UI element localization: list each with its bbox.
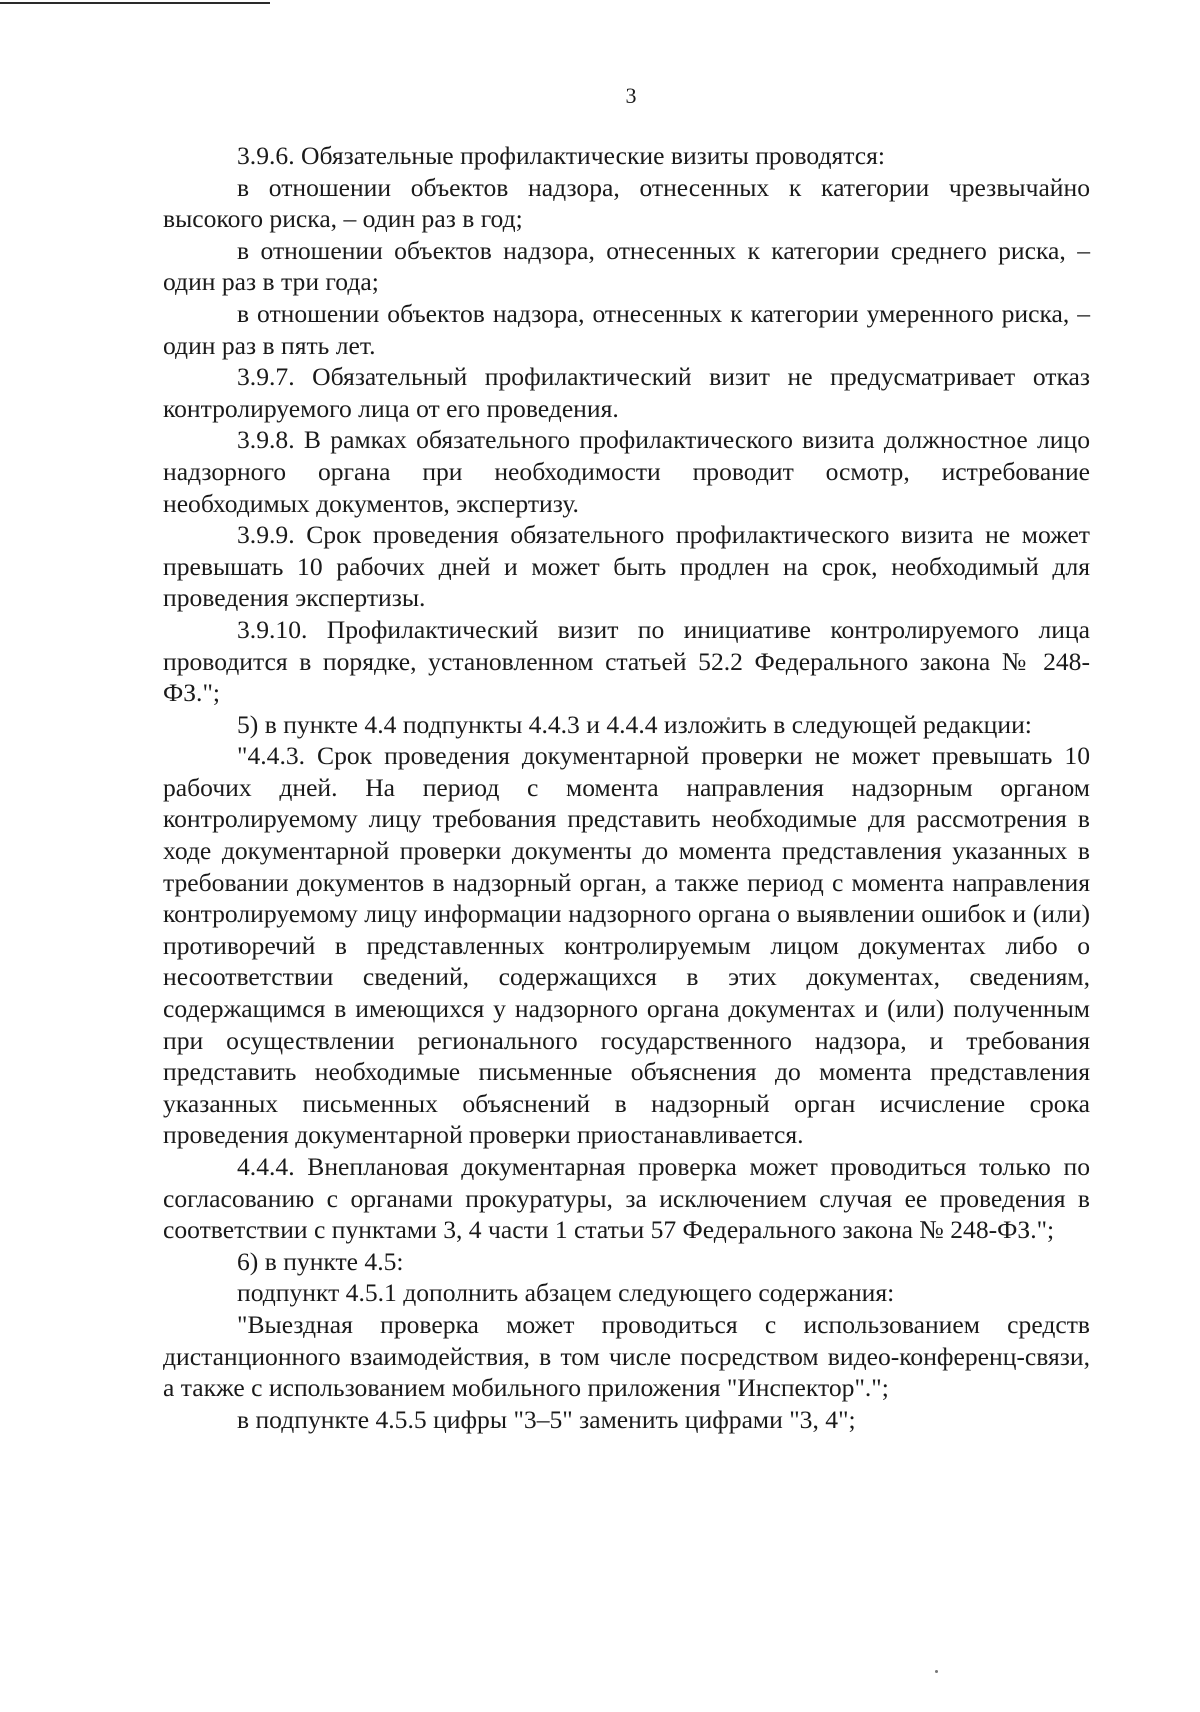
scan-speck (935, 1670, 938, 1673)
paragraph-4-4-3: "4.4.3. Срок проведения документарной проверки не может превышать 10 рабочих дней. На период с момента направления надзорным органом контролируемому лицу требования представить необходимые для рассмотрения в ходе документарной проверки документы до момента представления указанных в требовании документов в надзорный орган, а также период с момента направления контролируемому лицу информации надзорного органа о выявлении ошибок и (или) противоречий в представленных контролируемым лицом документах либо о несоответствии сведений, содержащихся в этих документах, сведениям, содержащимся в имеющихся у надзорного органа документах и (или) полученным при осуществлении регионального государственного надзора, и требования представить необходимые письменные объяснения до момента представления указанных письменных объяснений в надзорный орган исчисление срока проведения документарной проверки приостанавливается. (163, 741, 1090, 1150)
paragraph-3-9-7: 3.9.7. Обязательный профилактический визит не предусматривает отказ контролируемого лица от его проведения. (163, 362, 1090, 423)
paragraph-4-5-5: в подпункте 4.5.5 цифры "3–5" заменить цифрами "3, 4"; (237, 1404, 856, 1434)
paragraph-3-9-6: 3.9.6. Обязательные профилактические визиты проводятся: (237, 141, 886, 170)
paragraph-4-4-4: 4.4.4. Внеплановая документарная проверка может проводиться только по согласованию с органами прокуратуры, за исключением случая ее проведения в соответствии с пунктами 3, 4 части 1 статьи 57 Федерального закона № 248-ФЗ."; (163, 1152, 1090, 1245)
document-body (163, 140, 1090, 1435)
paragraph-medium-risk: в отношении объектов надзора, отнесенных к категории среднего риска, – один раз в три года; (163, 235, 1090, 297)
paragraph-item-6: 6) в пункте 4.5: (237, 1246, 404, 1276)
paragraph-extremely-high-risk: в отношении объектов надзора, отнесенных к категории чрезвычайно высокого риска, – один раз в год; (163, 172, 1090, 234)
paragraph-4-5-1: подпункт 4.5.1 дополнить абзацем следующего содержания: (237, 1278, 895, 1308)
paragraph-3-9-8: 3.9.8. В рамках обязательного профилактического визита должностное лицо надзорного органа при необходимости проводит осмотр, истребование необходимых документов, экспертизу. (163, 425, 1090, 518)
paragraph-3-9-9: 3.9.9. Срок проведения обязательного профилактического визита не может превышать 10 рабочих дней и может быть продлен на срок, необходимый для проведения экспертизы. (163, 520, 1090, 613)
paragraph-remote-inspection: "Выездная проверка может проводиться с использованием средств дистанционного взаимодействия, в том числе посредством видео-конференц-связи, а также с использованием мобильного приложения "Инспектор"."; (163, 1309, 1090, 1403)
page-number: 3 (625, 83, 637, 108)
paragraph-3-9-10: 3.9.10. Профилактический визит по инициативе контролируемого лица проводится в порядке, установленном статьей 52.2 Федерального закона № 248-ФЗ."; (163, 614, 1090, 708)
scan-edge-mark (0, 2, 270, 4)
paragraph-item-5: 5) в пункте 4.4 подпункты 4.4.3 и 4.4.4 изложить в следующей редакции: (237, 709, 1032, 739)
paragraph-moderate-risk: в отношении объектов надзора, отнесенных к категории умеренного риска, – один раз в пять лет. (163, 298, 1090, 360)
